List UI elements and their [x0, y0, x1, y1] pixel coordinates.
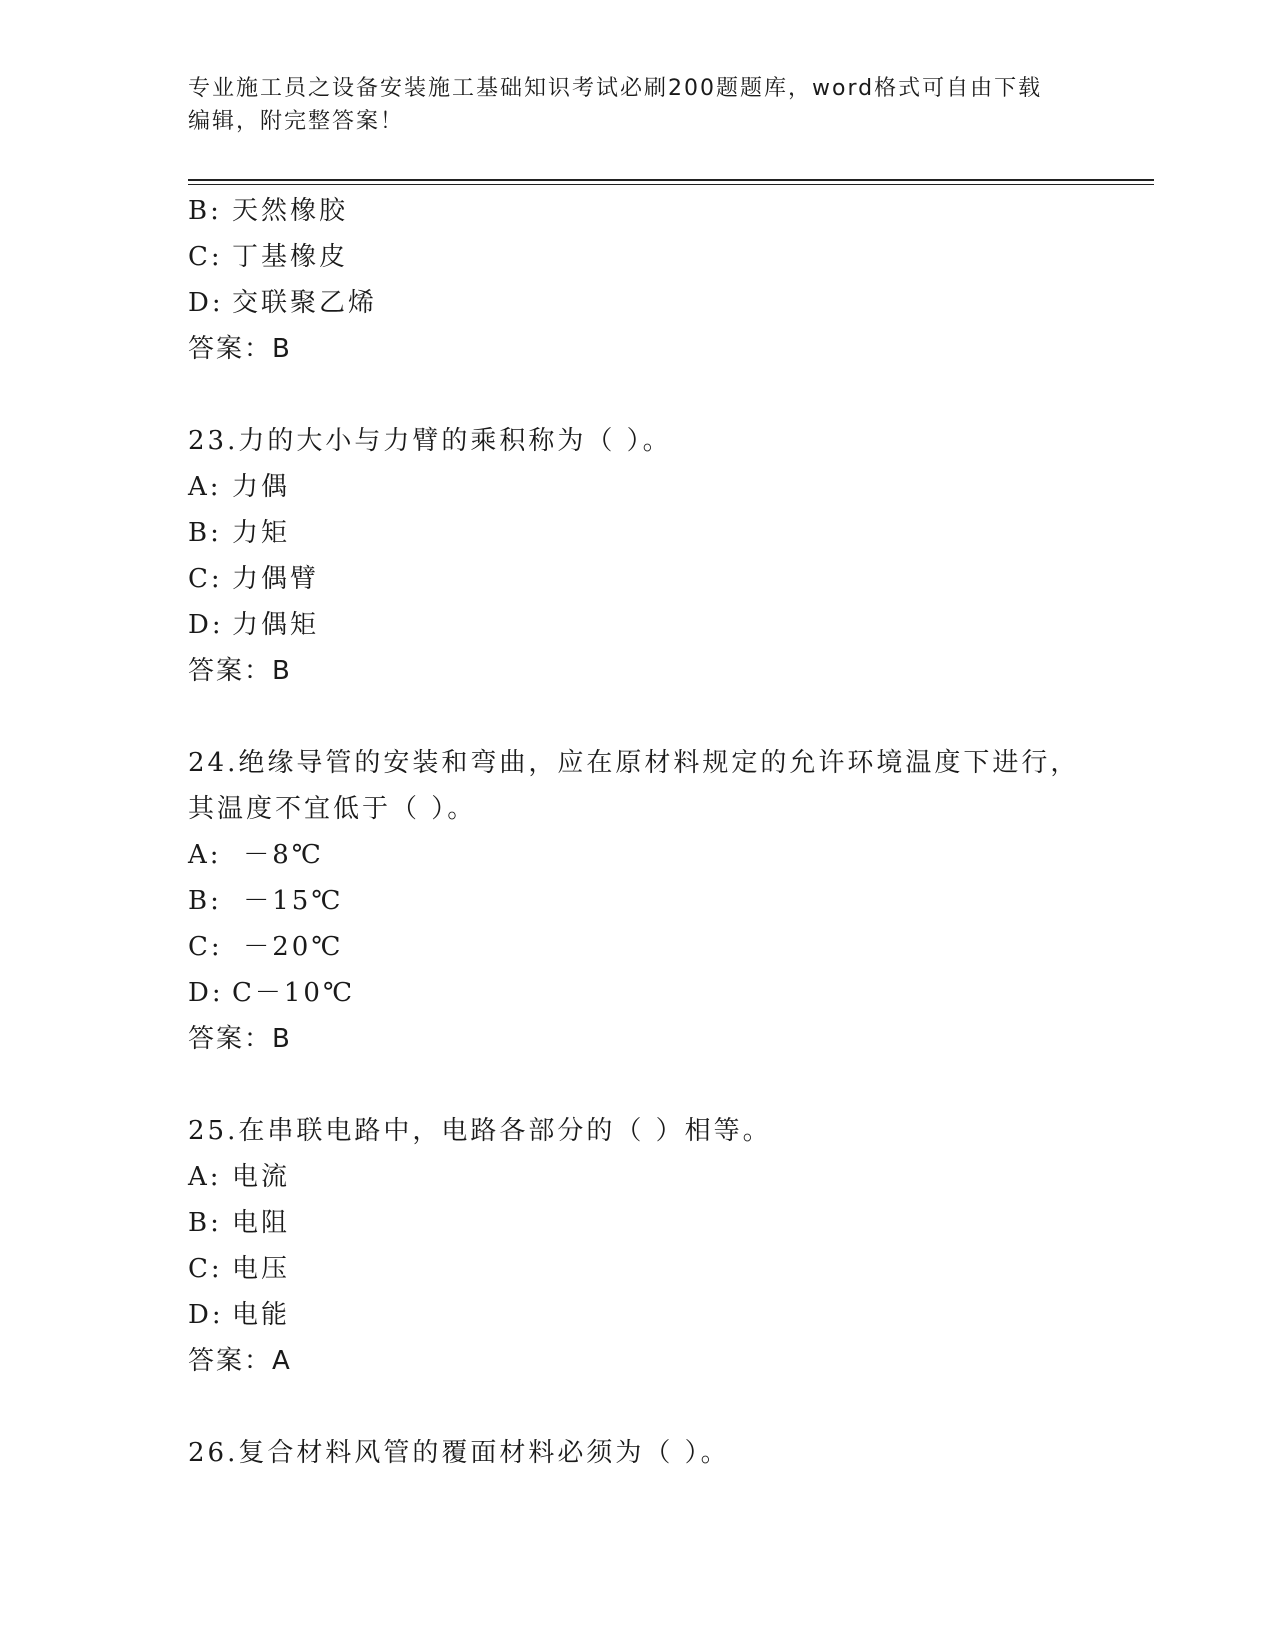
option-label: C:	[188, 1254, 223, 1284]
option-label: B:	[188, 518, 222, 548]
option-label: D:	[188, 610, 224, 640]
option-text: 电阻	[232, 1208, 291, 1238]
option-text: －15℃	[232, 886, 344, 916]
option-a	[188, 832, 1118, 878]
question-stem: 26.复合材料风管的覆面材料必须为（ ）。	[188, 1438, 730, 1468]
option-label: C:	[188, 564, 223, 594]
option-b	[188, 188, 1118, 234]
option-c	[188, 924, 1118, 970]
question-block-prev	[188, 188, 1118, 372]
question-block-25	[188, 1108, 1118, 1384]
header-divider-thin	[188, 184, 1154, 185]
question-stem-line2: 其温度不宜低于（ ）。	[188, 794, 477, 824]
option-c	[188, 1246, 1118, 1292]
option-label: D:	[188, 288, 224, 318]
option-text: 丁基橡皮	[232, 242, 349, 272]
header-divider-thick	[188, 179, 1154, 181]
option-b	[188, 510, 1118, 556]
option-label: A:	[188, 472, 222, 502]
option-text: 电能	[232, 1300, 291, 1330]
option-a	[188, 1154, 1118, 1200]
option-label: B:	[188, 886, 222, 916]
option-label: B:	[188, 196, 222, 226]
option-c	[188, 556, 1118, 602]
option-b	[188, 1200, 1118, 1246]
option-text: 电流	[232, 1162, 291, 1192]
option-label: A:	[188, 1162, 222, 1192]
option-text: C－10℃	[232, 978, 356, 1008]
option-c	[188, 234, 1118, 280]
option-text: 力偶矩	[232, 610, 320, 640]
option-text: －20℃	[232, 932, 344, 962]
answer-line: 答案：B	[188, 1024, 292, 1054]
header-title-line1: 专业施工员之设备安装施工基础知识考试必刷200题题库，word格式可自由下载	[188, 76, 1043, 101]
spacer	[188, 1062, 1118, 1108]
question-block-26	[188, 1430, 1118, 1476]
question-list	[188, 188, 1118, 1476]
option-d	[188, 602, 1118, 648]
question-block-24	[188, 740, 1118, 1062]
option-label: D:	[188, 978, 224, 1008]
option-label: D:	[188, 1300, 224, 1330]
spacer	[188, 1384, 1118, 1430]
option-label: A:	[188, 840, 222, 870]
header-title-line2: 编辑，附完整答案！	[188, 109, 405, 134]
spacer	[188, 372, 1118, 418]
option-d	[188, 280, 1118, 326]
option-label: C:	[188, 932, 223, 962]
answer-line: 答案：B	[188, 334, 292, 364]
answer-line: 答案：A	[188, 1346, 292, 1376]
option-text: －8℃	[232, 840, 324, 870]
answer-line: 答案：B	[188, 656, 292, 686]
option-text: 力矩	[232, 518, 291, 548]
option-d	[188, 970, 1118, 1016]
option-text: 交联聚乙烯	[232, 288, 378, 318]
option-text: 力偶	[232, 472, 291, 502]
option-b	[188, 878, 1118, 924]
option-a	[188, 464, 1118, 510]
option-text: 力偶臂	[232, 564, 320, 594]
document-header	[188, 72, 1088, 138]
question-stem: 25.在串联电路中，电路各部分的（ ）相等。	[188, 1116, 772, 1146]
option-label: C:	[188, 242, 223, 272]
option-text: 电压	[232, 1254, 291, 1284]
spacer	[188, 694, 1118, 740]
option-d	[188, 1292, 1118, 1338]
option-label: B:	[188, 1208, 222, 1238]
question-stem-line1: 24.绝缘导管的安装和弯曲，应在原材料规定的允许环境温度下进行，	[188, 748, 1080, 778]
question-stem: 23.力的大小与力臂的乘积称为（ ）。	[188, 426, 672, 456]
option-text: 天然橡胶	[232, 196, 349, 226]
question-block-23	[188, 418, 1118, 694]
